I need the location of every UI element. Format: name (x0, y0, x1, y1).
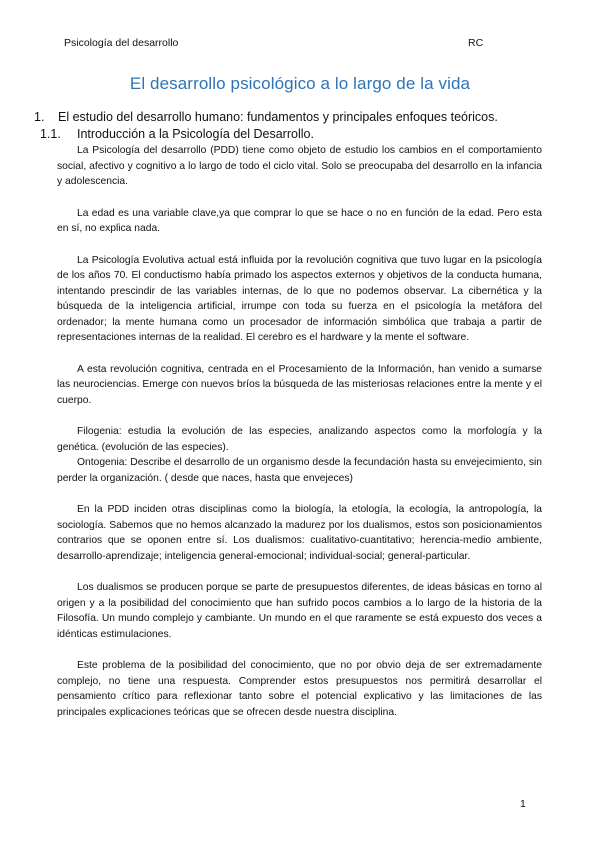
paragraph: La Psicología del desarrollo (PDD) tiene como objeto de estudio los cambios en el comportamiento social, afectivo y cognitivo a lo largo de todo el ciclo vital. Solo se preocupaba del desarrollo en la infancia y adolescencia. (57, 145, 542, 187)
paragraph: La edad es una variable clave,ya que comprar lo que se hace o no en función de la edad. Pero esta en sí, no explica nada. (57, 207, 542, 234)
section-heading-text: El estudio del desarrollo humano: fundamentos y principales enfoques teóricos. (58, 110, 498, 124)
document-title: El desarrollo psicológico a lo largo de la vida (129, 74, 471, 93)
body-text (57, 143, 542, 720)
section-number: 1. (34, 110, 45, 124)
header-left-text: Psicología del desarrollo (64, 37, 179, 49)
section-heading-1 (34, 110, 498, 124)
paragraph: Este problema de la posibilidad del conocimiento, que no por obvio deja de ser extremadamente complejo, no tiene una respuesta. Comprender estos presupuestos nos permitirá desarrollar el pensamiento crítico para reflexionar tanto sobre el potencial explicativo y las limitaciones de las principales explicaciones teóricas que se ofrecen desde nuestra disciplina. (57, 660, 542, 718)
page-number: 1 (520, 798, 526, 810)
header-right-text: RC (468, 37, 484, 49)
paragraph: En la PDD inciden otras disciplinas como la biología, la etología, la ecología, la antropología, la sociología. Sabemos que no hemos alcanzado la madurez por los dualismos, estos son posicionamientos contrarios que se oponen entre sí. Los dualismos: cualitativo-cuantitativo; herencia-medio ambiente, desarrollo-aprendizaje; inteligencia general-emocional; individual-social; general-particular. (57, 504, 542, 562)
paragraph: A esta revolución cognitiva, centrada en el Procesamiento de la Información, han venido a sumarse las neurociencias. Emerge con nuevos bríos la búsqueda de las misteriosas relaciones entre la mente y el cuerpo. (57, 363, 542, 406)
paragraph: Filogenia: estudia la evolución de las especies, analizando aspectos como la morfología y la genética. (evolución de las especies). (57, 426, 542, 453)
paragraph: Los dualismos se producen porque se parte de presupuestos diferentes, de ideas básicas en torno al origen y a la posibilidad del conocimiento que han sufrido pocos cambios a lo largo de la historia de la Filosofía. Un mundo complejo y cambiante. Un mundo en el que raramente se está expuesto dos veces a idénticas estimulaciones. (57, 582, 542, 640)
subsection-heading-text: Introducción a la Psicología del Desarrollo. (77, 127, 314, 141)
paragraph: La Psicología Evolutiva actual está influida por la revolución cognitiva que tuvo lugar en la psicología de los años 70. El conductismo había primado los aspectos externos y objetivos de la conducta humana, intentando prescindir de las variables internas, de lo que no podemos observar. La cibernética y la búsqueda de la inteligencia artificial, irrumpe con toda su fuerza en el psicología la metáfora del ordenador; la mente humana como un procesador de información simbólica que trabaja a partir de representaciones internas de la realidad. El cerebro es el hardware y la mente el software. (57, 254, 542, 343)
paragraph: Ontogenia: Describe el desarrollo de un organismo desde la fecundación hasta su envejecimiento, sin perder la organización. ( desde que naces, hasta que envejeces) (57, 457, 542, 484)
subsection-heading-1-1 (40, 127, 314, 141)
subsection-number: 1.1. (40, 127, 61, 141)
